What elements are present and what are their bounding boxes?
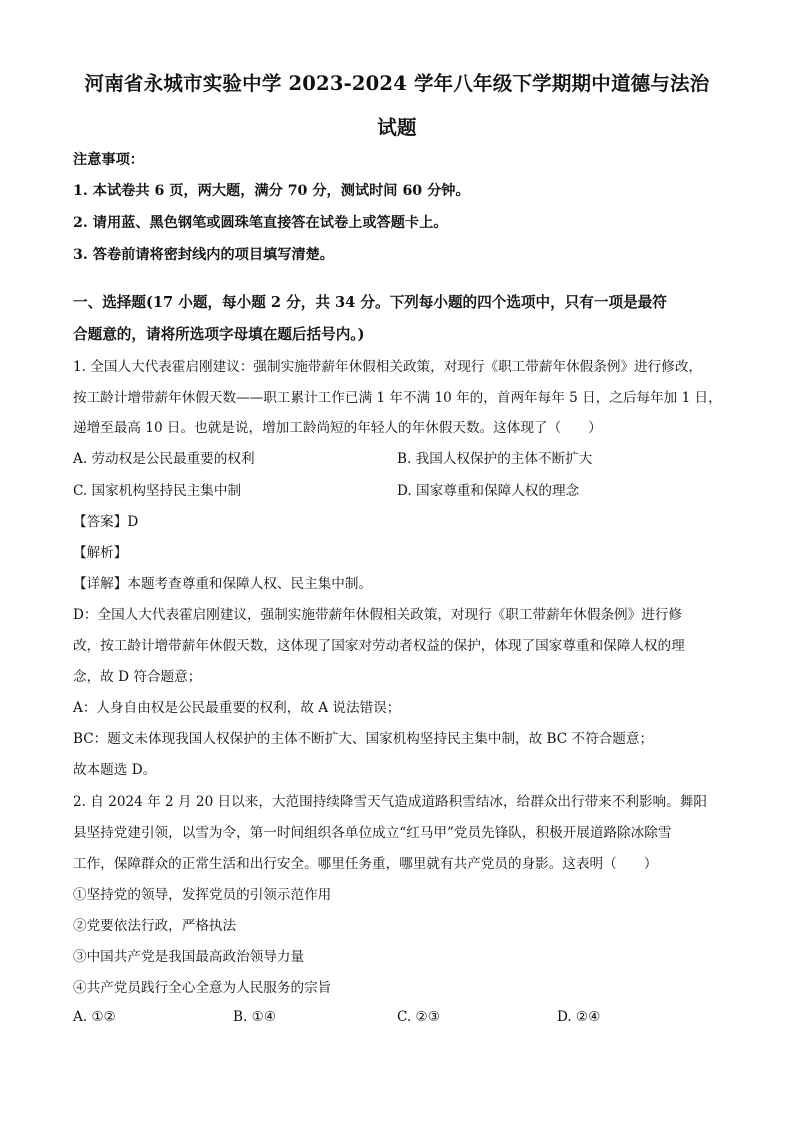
section-heading: 一、选择题(17 小题，每小题 2 分，共 34 分。下列每小题的四个选项中，只有一项是最符 xyxy=(73,294,667,311)
notice-item: 3. 答卷前请将密封线内的项目填写清楚。 xyxy=(73,247,334,263)
question-1-detail: A：人身自由权是公民最重要的权利，故 A 说法错误； xyxy=(73,700,401,716)
question-2-option-b: B. ①④ xyxy=(233,1009,277,1025)
question-1-detail: 念，故 D 符合题意； xyxy=(73,669,202,685)
section-heading-continued: 合题意的，请将所选项字母填在题后括号内。) xyxy=(73,326,365,343)
question-1-detail: 【详解】本题考查尊重和保障人权、民主集中制。 xyxy=(73,576,373,592)
question-1-detail: D：全国人大代表霍启刚建议，强制实施带薪年休假相关政策，对现行《职工带薪年休假条例》进行修 xyxy=(73,607,683,623)
notice-heading: 注意事项： xyxy=(73,152,144,168)
question-1-stem: 按工龄计增带薪年休假天数——职工累计工作已满 1 年不满 10 年的，首两年每年 5 日，之后每年加 1 日， xyxy=(73,390,722,406)
question-1-option-a: A. 劳动权是公民最重要的权利 xyxy=(73,451,255,467)
page-title-continued: 试题 xyxy=(377,116,417,139)
question-1-detail: 故本题选 D。 xyxy=(73,762,157,778)
question-2-statement: ③中国共产党是我国最高政治领导力量 xyxy=(73,949,305,965)
question-2-stem: 2. 自 2024 年 2 月 20 日以来，大范围持续降雪天气造成道路积雪结冰，给群众出行带来不利影响。舞阳 xyxy=(73,794,707,810)
question-2-option-c: C. ②③ xyxy=(397,1009,440,1025)
question-2-statement: ①坚持党的领导，发挥党员的引领示范作用 xyxy=(73,887,332,903)
question-1-option-c: C. 国家机构坚持民主集中制 xyxy=(73,483,242,499)
question-1-answer: 【答案】D xyxy=(73,514,139,530)
notice-item: 2. 请用蓝、黑色钢笔或圆珠笔直接答在试卷上或答题卡上。 xyxy=(73,215,448,231)
question-1-analysis-label: 【解析】 xyxy=(73,545,128,561)
page-title: 河南省永城市实验中学 2023-2024 学年八年级下学期期中道德与法治 xyxy=(84,72,710,95)
question-1-option-d: D. 国家尊重和保障人权的理念 xyxy=(397,483,580,499)
question-2-statement: ②党要依法行政，严格执法 xyxy=(73,918,237,934)
question-1-detail: 改，按工龄计增带薪年休假天数，这体现了国家对劳动者权益的保护，体现了国家尊重和保障人权的理 xyxy=(73,638,685,654)
notice-item: 1. 本试卷共 6 页，两大题，满分 70 分，测试时间 60 分钟。 xyxy=(73,183,470,199)
question-1-stem: 1. 全国人大代表霍启刚建议：强制实施带薪年休假相关政策，对现行《职工带薪年休假条例》进行修改， xyxy=(73,359,703,375)
question-1-stem: 递增至最高 10 日。也就是说，增加工龄尚短的年轻人的年休假天数。这体现了（ ） xyxy=(73,420,602,436)
question-1-option-b: B. 我国人权保护的主体不断扩大 xyxy=(397,451,593,467)
question-2-option-d: D. ②④ xyxy=(557,1009,601,1025)
question-2-statement: ④共产党员践行全心全意为人民服务的宗旨 xyxy=(73,980,332,996)
question-1-detail: BC：题文未体现我国人权保护的主体不断扩大、国家机构坚持民主集中制，故 BC 不符合题意； xyxy=(73,731,654,747)
question-2-stem: 县坚持党建引领，以雪为令，第一时间组织各单位成立“红马甲”党员先锋队，积极开展道路除冰除雪 xyxy=(73,825,672,841)
question-2-option-a: A. ①② xyxy=(73,1009,116,1025)
question-2-stem: 工作，保障群众的正常生活和出行安全。哪里任务重，哪里就有共产党员的身影。这表明（ ） xyxy=(73,856,658,872)
